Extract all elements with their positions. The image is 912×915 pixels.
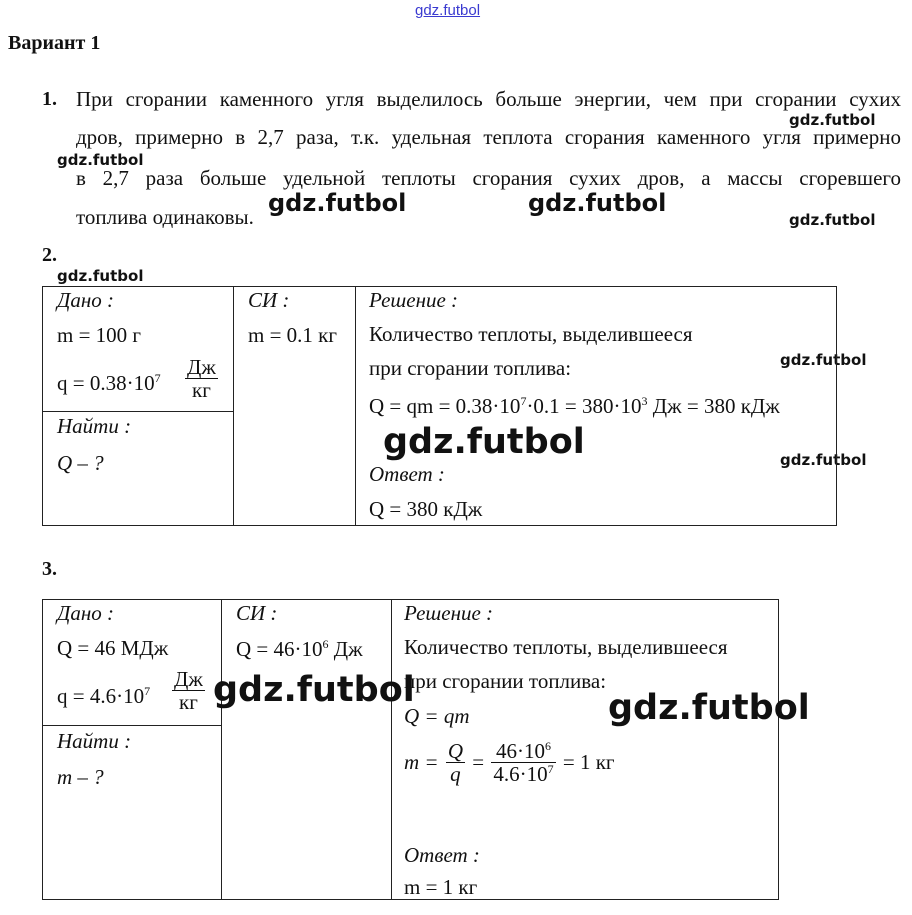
task2-divider xyxy=(355,286,356,526)
watermark: gdz.futbol xyxy=(57,151,144,169)
task3-divider xyxy=(221,599,222,900)
task3-solution-label: Решение : xyxy=(404,601,494,625)
task2-solution-label: Решение : xyxy=(369,288,459,312)
watermark: gdz.futbol xyxy=(268,189,407,217)
task1-number: 1. xyxy=(42,88,57,110)
watermark: gdz.futbol xyxy=(608,688,810,728)
task3-divider xyxy=(391,599,392,900)
task3-answer-value: m = 1 кг xyxy=(404,875,478,899)
task2-q-unit: $\frac{Дж}{кг}$ xyxy=(187,355,216,403)
task1-line: дров, примерно в 2,7 раза, т.к. удельная теплота сгорания каменного угля примерно xyxy=(76,125,901,149)
task2-find-value: Q – ? xyxy=(57,451,104,475)
task2-formula: Q = qm = $0.38\cdot 10^7\cdot 0.1 = 380\cdot 10^3$ Дж = 380 кДж xyxy=(369,394,780,418)
watermark: gdz.futbol xyxy=(57,267,144,285)
task1-line: При сгорании каменного угля выделилось больше энергии, чем при сгорании сухих xyxy=(76,87,901,111)
task2-divider xyxy=(42,411,234,412)
task3-solution-text: Количество теплоты, выделившееся xyxy=(404,635,728,659)
watermark: gdz.futbol xyxy=(780,451,867,469)
task2-answer-value: Q = 380 кДж xyxy=(369,497,483,521)
watermark: gdz.futbol xyxy=(528,189,667,217)
task3-formula1: Q = qm xyxy=(404,704,470,728)
task3-divider xyxy=(42,725,222,726)
task3-number: 3. xyxy=(42,558,57,580)
task2-given-label: Дано : xyxy=(57,288,115,312)
task2-solution-text: при сгорании топлива: xyxy=(369,356,572,380)
task2-answer-label: Ответ : xyxy=(369,462,445,486)
watermark: gdz.futbol xyxy=(789,211,876,229)
task1-line: в 2,7 раза больше удельной теплоты сгорания сухих дров, а массы сгоревшего xyxy=(76,166,901,190)
page-heading: Вариант 1 xyxy=(8,32,101,54)
task3-given-q: $q = 4.6\cdot 10^7$ xyxy=(57,684,151,708)
task3-solution-text: при сгорании топлива: xyxy=(404,669,607,693)
task3-find-label: Найти : xyxy=(57,729,132,753)
task1-line: топлива одинаковы. xyxy=(76,205,254,229)
task3-given-Q: Q = 46 МДж xyxy=(57,636,169,660)
task2-find-label: Найти : xyxy=(57,414,132,438)
task3-answer-label: Ответ : xyxy=(404,843,480,867)
task3-si-label: СИ : xyxy=(236,601,278,625)
watermark-top-link[interactable]: gdz.futbol xyxy=(415,2,481,19)
task3-formula2: m = $\frac{Q}{q}$ = $\frac{46\cdot 10^6}{4.6\cdot 10^7}$ = 1 кг xyxy=(404,739,615,787)
task2-given-m: m = 100 г xyxy=(57,323,142,347)
task2-si-m: m = 0.1 кг xyxy=(248,323,337,347)
task3-q-unit: $\frac{Дж}{кг}$ xyxy=(174,667,203,715)
task2-divider xyxy=(233,286,234,526)
watermark: gdz.futbol xyxy=(789,111,876,129)
task2-number: 2. xyxy=(42,244,57,266)
watermark: gdz.futbol xyxy=(780,351,867,369)
task2-si-label: СИ : xyxy=(248,288,290,312)
task3-given-label: Дано : xyxy=(57,601,115,625)
task3-si-Q: $Q = 46\cdot 10^6$ Дж xyxy=(236,637,363,661)
watermark: gdz.futbol xyxy=(213,670,415,710)
watermark: gdz.futbol xyxy=(383,422,585,462)
task2-given-q: $q = 0.38\cdot 10^7$ xyxy=(57,371,161,395)
task2-solution-text: Количество теплоты, выделившееся xyxy=(369,322,693,346)
task3-find-value: m – ? xyxy=(57,765,104,789)
